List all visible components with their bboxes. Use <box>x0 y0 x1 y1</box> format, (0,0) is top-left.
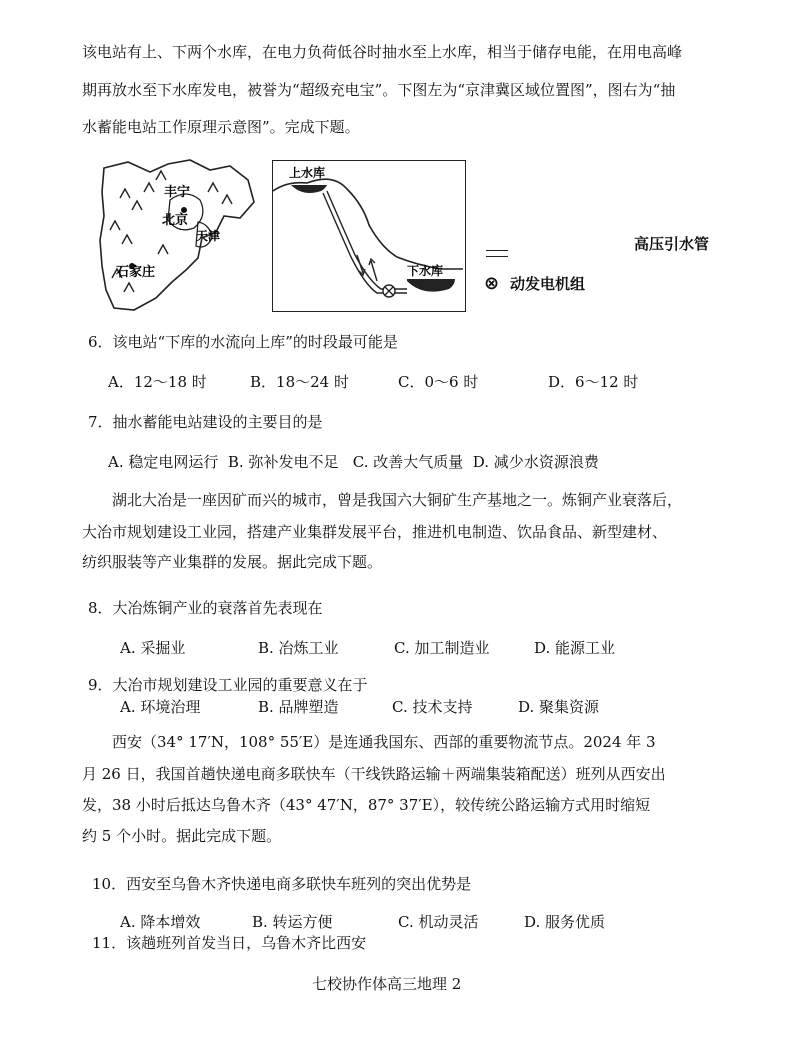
region-map <box>98 158 258 316</box>
upper-reservoir-label: 上水库 <box>289 166 326 180</box>
passage3-line-1: 西安（34° 17′N，108° 55′E）是连通我国东、西部的重要物流节点。2024 年 3 <box>112 733 656 751</box>
map-label-top: 丰宁 <box>164 185 191 200</box>
passage3-line-4: 约 5 个小时。据此完成下题。 <box>82 827 282 845</box>
q10-option-c[interactable]: C. 机动灵活 <box>398 913 479 931</box>
q8-option-b[interactable]: B. 冶炼工业 <box>258 639 339 657</box>
q9-option-c[interactable]: C. 技术支持 <box>392 698 473 716</box>
passage3-line-2: 月 26 日，我国首趟快递电商多联快车（干线铁路运输＋两端集装箱配送）班列从西安出 <box>82 765 666 783</box>
lower-reservoir-label: 下水库 <box>407 264 444 278</box>
q6-option-b[interactable]: B．18～24 时 <box>250 373 349 391</box>
pipe-line-2 <box>327 191 407 289</box>
q8-stem: 8．大冶炼铜产业的衰落首先表现在 <box>88 599 323 617</box>
map-label-shijiazhuang: 石家庄 <box>116 265 156 280</box>
upper-reservoir-water <box>291 185 327 193</box>
q10-stem: 10．西安至乌鲁木齐快递电商多联快车班列的突出优势是 <box>92 875 472 893</box>
passage2-line-2: 大冶市规划建设工业园，搭建产业集群发展平台，推进机电制造、饮品食品、新型建材、 <box>82 523 668 541</box>
q8-option-c[interactable]: C. 加工制造业 <box>394 639 490 657</box>
q9-option-b[interactable]: B. 品牌塑造 <box>258 698 339 716</box>
up-arrow-shaft <box>371 261 377 281</box>
region-map-svg <box>98 158 258 316</box>
q7-options[interactable]: A. 稳定电网运行 B. 弥补发电不足 C. 改善大气质量 D. 减少水资源浪费 <box>108 453 599 471</box>
pumped-storage-diagram <box>272 160 466 312</box>
q8-option-a[interactable]: A. 采掘业 <box>120 639 186 657</box>
page-footer: 七校协作体高三地理 2 <box>312 975 462 993</box>
q6-stem: 6．该电站“下库的水流向上库”的时段最可能是 <box>88 333 398 351</box>
q8-option-d[interactable]: D. 能源工业 <box>534 639 616 657</box>
q11-stem: 11．该趟班列首发当日，乌鲁木齐比西安 <box>92 934 367 952</box>
passage2-line-3: 纺织服装等产业集群的发展。据此完成下题。 <box>82 553 383 571</box>
pipe-legend-symbol <box>486 250 508 257</box>
q7-stem: 7．抽水蓄能电站建设的主要目的是 <box>88 413 323 431</box>
q10-option-d[interactable]: D. 服务优质 <box>524 913 606 931</box>
terrain-profile <box>273 179 463 269</box>
lower-reservoir-water <box>407 279 455 292</box>
map-label-beijing: 北京 <box>162 213 189 228</box>
q10-option-a[interactable]: A. 降本增效 <box>120 913 201 931</box>
q9-option-a[interactable]: A. 环境治理 <box>120 698 201 716</box>
intro-line-3: 水蓄能电站工作原理示意图”。完成下题。 <box>82 118 360 136</box>
passage3-line-3: 发，38 小时后抵达乌鲁木齐（43° 47′N，87° 37′E），较传统公路运输方式用时缩短 <box>82 796 651 814</box>
q6-option-c[interactable]: C．0～6 时 <box>398 373 479 391</box>
intro-line-2: 期再放水至下水库发电，被誉为“超级充电宝”。下图左为“京津冀区域位置图”，图右为“抽 <box>82 81 676 99</box>
pumped-storage-svg <box>273 161 465 311</box>
map-label-tianjin: 天津 <box>196 229 221 243</box>
generator-legend-label: 动发电机组 <box>510 275 586 293</box>
q6-option-a[interactable]: A．12～18 时 <box>108 373 207 391</box>
region-outline <box>100 160 254 310</box>
intro-line-1: 该电站有上、下两个水库，在电力负荷低谷时抽水至上水库，相当于储存电能，在用电高峰 <box>82 43 683 61</box>
pipe-line-1 <box>323 193 407 293</box>
passage2-line-1: 湖北大冶是一座因矿而兴的城市，曾是我国六大铜矿生产基地之一。炼铜产业衰落后， <box>112 491 683 509</box>
q9-stem: 9．大冶市规划建设工业园的重要意义在于 <box>88 676 368 694</box>
q10-option-b[interactable]: B. 转运方便 <box>252 913 333 931</box>
q9-option-d[interactable]: D. 聚集资源 <box>518 698 600 716</box>
generator-legend-icon: ⊗ <box>484 273 500 294</box>
q6-option-d[interactable]: D．6～12 时 <box>548 373 639 391</box>
pipe-legend-label: 高压引水管 <box>634 235 710 253</box>
